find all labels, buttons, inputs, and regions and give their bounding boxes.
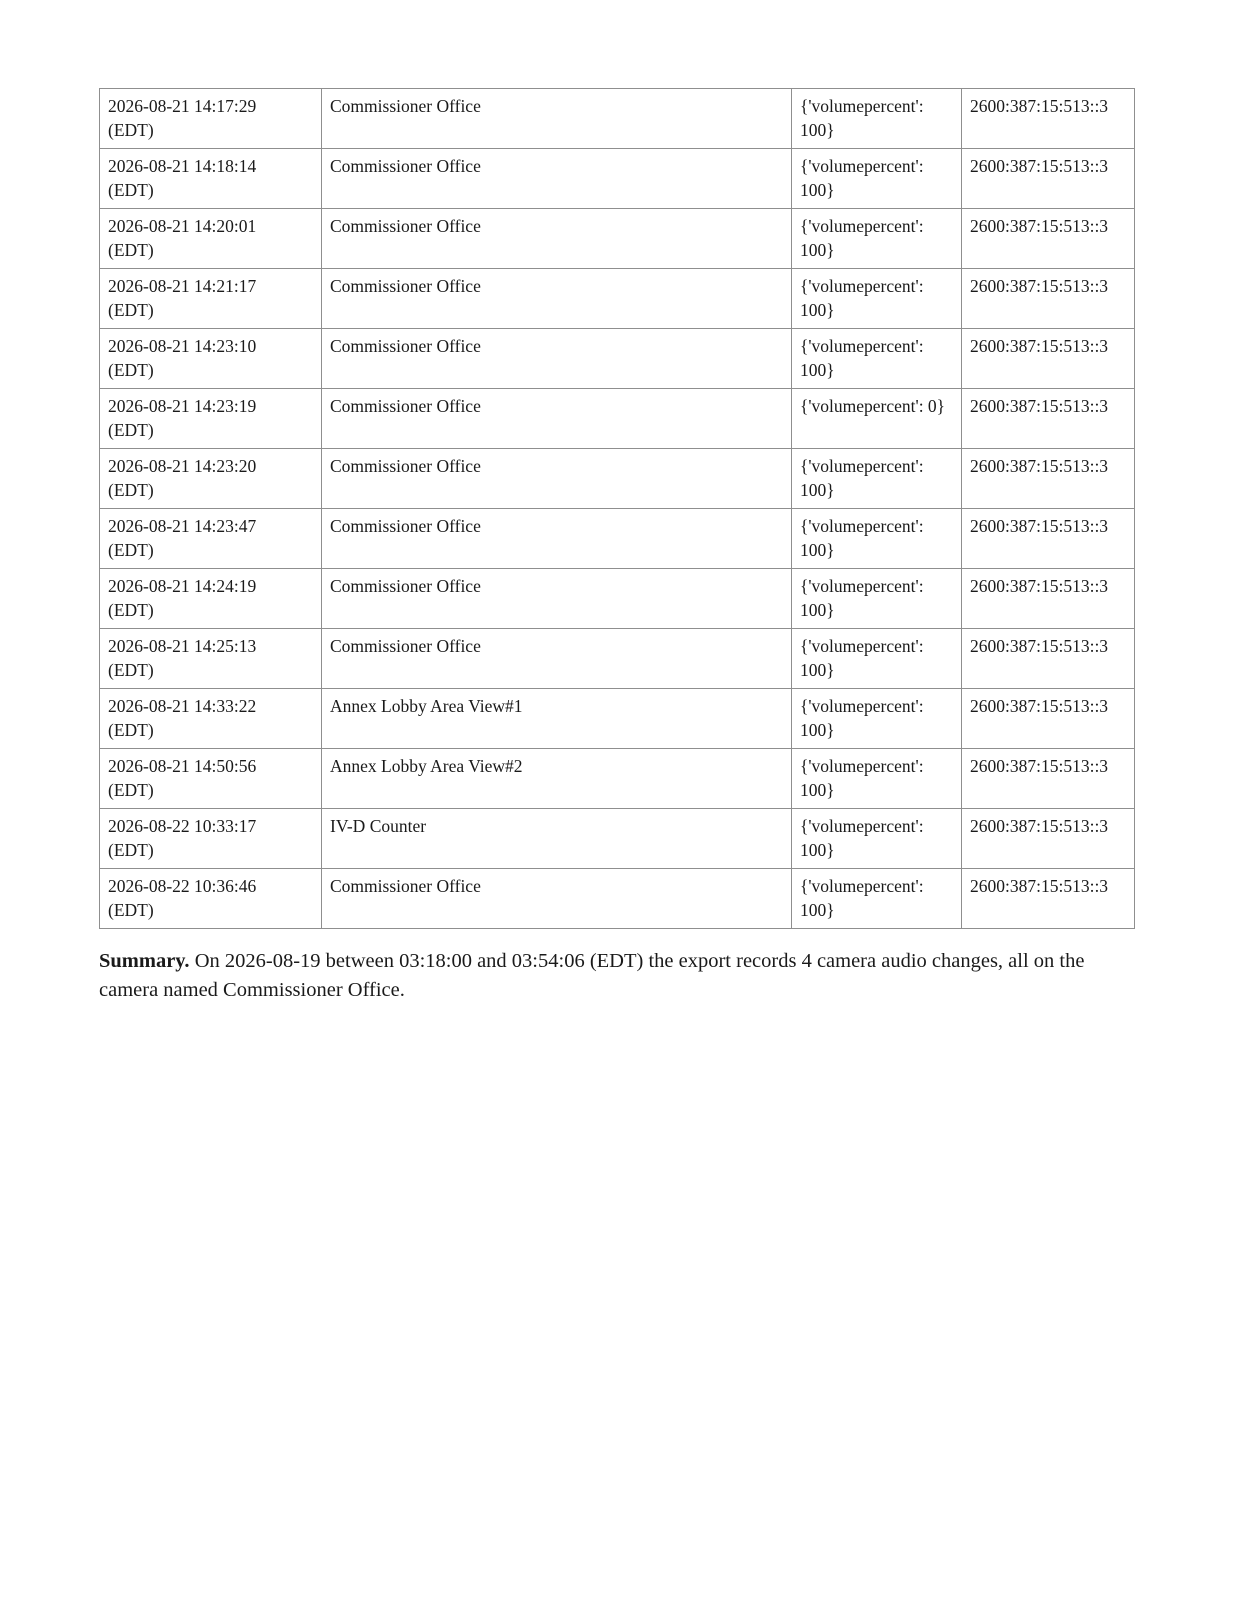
table-row bbox=[100, 389, 1135, 449]
ip-address-cell: 2600:387:15:513::3 bbox=[962, 89, 1135, 149]
camera-name-cell: Commissioner Office bbox=[322, 449, 792, 509]
timestamp-cell bbox=[100, 809, 322, 869]
camera-name-cell: Commissioner Office bbox=[322, 89, 792, 149]
table-body bbox=[100, 89, 1135, 929]
camera-name-cell: Commissioner Office bbox=[322, 509, 792, 569]
timestamp-cell bbox=[100, 269, 322, 329]
timestamp: 2026-08-22 10:36:46 bbox=[108, 876, 257, 896]
audio-settings-cell: {'volumepercent': 100} bbox=[792, 329, 962, 389]
timestamp: 2026-08-21 14:18:14 bbox=[108, 156, 257, 176]
ip-address-cell: 2600:387:15:513::3 bbox=[962, 689, 1135, 749]
timezone: (EDT) bbox=[108, 120, 154, 140]
timestamp-cell bbox=[100, 89, 322, 149]
document-page bbox=[99, 88, 1134, 1026]
timestamp-cell bbox=[100, 449, 322, 509]
timezone: (EDT) bbox=[108, 360, 154, 380]
timestamp-cell bbox=[100, 689, 322, 749]
ip-address-cell: 2600:387:15:513::3 bbox=[962, 629, 1135, 689]
timestamp: 2026-08-22 10:33:17 bbox=[108, 816, 257, 836]
audio-settings-cell: {'volumepercent': 100} bbox=[792, 569, 962, 629]
audio-settings-cell: {'volumepercent': 100} bbox=[792, 149, 962, 209]
timestamp: 2026-08-21 14:21:17 bbox=[108, 276, 257, 296]
ip-address-cell: 2600:387:15:513::3 bbox=[962, 869, 1135, 929]
timezone: (EDT) bbox=[108, 780, 154, 800]
audio-settings-cell: {'volumepercent': 100} bbox=[792, 809, 962, 869]
timestamp-cell bbox=[100, 389, 322, 449]
camera-name-cell: IV-D Counter bbox=[322, 809, 792, 869]
timezone: (EDT) bbox=[108, 720, 154, 740]
ip-address-cell: 2600:387:15:513::3 bbox=[962, 329, 1135, 389]
ip-address-cell: 2600:387:15:513::3 bbox=[962, 569, 1135, 629]
timezone: (EDT) bbox=[108, 600, 154, 620]
timestamp: 2026-08-21 14:24:19 bbox=[108, 576, 257, 596]
timestamp: 2026-08-21 14:25:13 bbox=[108, 636, 257, 656]
table-row bbox=[100, 689, 1135, 749]
camera-name-cell: Commissioner Office bbox=[322, 269, 792, 329]
timestamp: 2026-08-21 14:23:10 bbox=[108, 336, 257, 356]
table-row bbox=[100, 449, 1135, 509]
camera-name-cell: Commissioner Office bbox=[322, 329, 792, 389]
table-row bbox=[100, 329, 1135, 389]
timestamp: 2026-08-21 14:23:20 bbox=[108, 456, 257, 476]
ip-address-cell: 2600:387:15:513::3 bbox=[962, 749, 1135, 809]
timestamp-cell bbox=[100, 629, 322, 689]
camera-name-cell: Commissioner Office bbox=[322, 389, 792, 449]
timestamp-cell bbox=[100, 569, 322, 629]
table-row bbox=[100, 569, 1135, 629]
ip-address-cell: 2600:387:15:513::3 bbox=[962, 449, 1135, 509]
audio-settings-cell: {'volumepercent': 100} bbox=[792, 749, 962, 809]
timestamp-cell bbox=[100, 869, 322, 929]
timestamp-cell bbox=[100, 329, 322, 389]
timezone: (EDT) bbox=[108, 840, 154, 860]
ip-address-cell: 2600:387:15:513::3 bbox=[962, 149, 1135, 209]
timestamp: 2026-08-21 14:17:29 bbox=[108, 96, 257, 116]
table-row bbox=[100, 269, 1135, 329]
summary-paragraph bbox=[99, 947, 1134, 1005]
audio-change-log-table bbox=[99, 88, 1135, 929]
timezone: (EDT) bbox=[108, 540, 154, 560]
table-row bbox=[100, 89, 1135, 149]
audio-settings-cell: {'volumepercent': 100} bbox=[792, 869, 962, 929]
summary-text: On 2026-08-19 between 03:18:00 and 03:54:06 (EDT) the export records 4 camera audio changes, all on the camera named Commissioner Office. bbox=[99, 950, 1085, 1001]
timestamp-cell bbox=[100, 509, 322, 569]
table-row bbox=[100, 809, 1135, 869]
ip-address-cell: 2600:387:15:513::3 bbox=[962, 809, 1135, 869]
audio-settings-cell: {'volumepercent': 100} bbox=[792, 269, 962, 329]
timezone: (EDT) bbox=[108, 660, 154, 680]
timestamp-cell bbox=[100, 149, 322, 209]
audio-settings-cell: {'volumepercent': 100} bbox=[792, 89, 962, 149]
timezone: (EDT) bbox=[108, 240, 154, 260]
ip-address-cell: 2600:387:15:513::3 bbox=[962, 509, 1135, 569]
timezone: (EDT) bbox=[108, 480, 154, 500]
table-row bbox=[100, 629, 1135, 689]
table-row bbox=[100, 509, 1135, 569]
timestamp-cell bbox=[100, 209, 322, 269]
camera-name-cell: Commissioner Office bbox=[322, 209, 792, 269]
timestamp: 2026-08-21 14:20:01 bbox=[108, 216, 257, 236]
timezone: (EDT) bbox=[108, 420, 154, 440]
table-row bbox=[100, 749, 1135, 809]
timezone: (EDT) bbox=[108, 900, 154, 920]
camera-name-cell: Commissioner Office bbox=[322, 629, 792, 689]
audio-settings-cell: {'volumepercent': 100} bbox=[792, 209, 962, 269]
timestamp: 2026-08-21 14:23:19 bbox=[108, 396, 257, 416]
camera-name-cell: Commissioner Office bbox=[322, 869, 792, 929]
audio-settings-cell: {'volumepercent': 100} bbox=[792, 629, 962, 689]
audio-settings-cell: {'volumepercent': 100} bbox=[792, 509, 962, 569]
timestamp: 2026-08-21 14:33:22 bbox=[108, 696, 257, 716]
camera-name-cell: Commissioner Office bbox=[322, 569, 792, 629]
ip-address-cell: 2600:387:15:513::3 bbox=[962, 209, 1135, 269]
summary-label: Summary. bbox=[99, 950, 190, 972]
timestamp: 2026-08-21 14:50:56 bbox=[108, 756, 257, 776]
ip-address-cell: 2600:387:15:513::3 bbox=[962, 269, 1135, 329]
table-row bbox=[100, 209, 1135, 269]
table-row bbox=[100, 869, 1135, 929]
audio-settings-cell: {'volumepercent': 100} bbox=[792, 449, 962, 509]
camera-name-cell: Annex Lobby Area View#1 bbox=[322, 689, 792, 749]
table-row bbox=[100, 149, 1135, 209]
timestamp: 2026-08-21 14:23:47 bbox=[108, 516, 257, 536]
timestamp-cell bbox=[100, 749, 322, 809]
audio-settings-cell: {'volumepercent': 0} bbox=[792, 389, 962, 449]
audio-settings-cell: {'volumepercent': 100} bbox=[792, 689, 962, 749]
timezone: (EDT) bbox=[108, 300, 154, 320]
camera-name-cell: Annex Lobby Area View#2 bbox=[322, 749, 792, 809]
ip-address-cell: 2600:387:15:513::3 bbox=[962, 389, 1135, 449]
timezone: (EDT) bbox=[108, 180, 154, 200]
camera-name-cell: Commissioner Office bbox=[322, 149, 792, 209]
